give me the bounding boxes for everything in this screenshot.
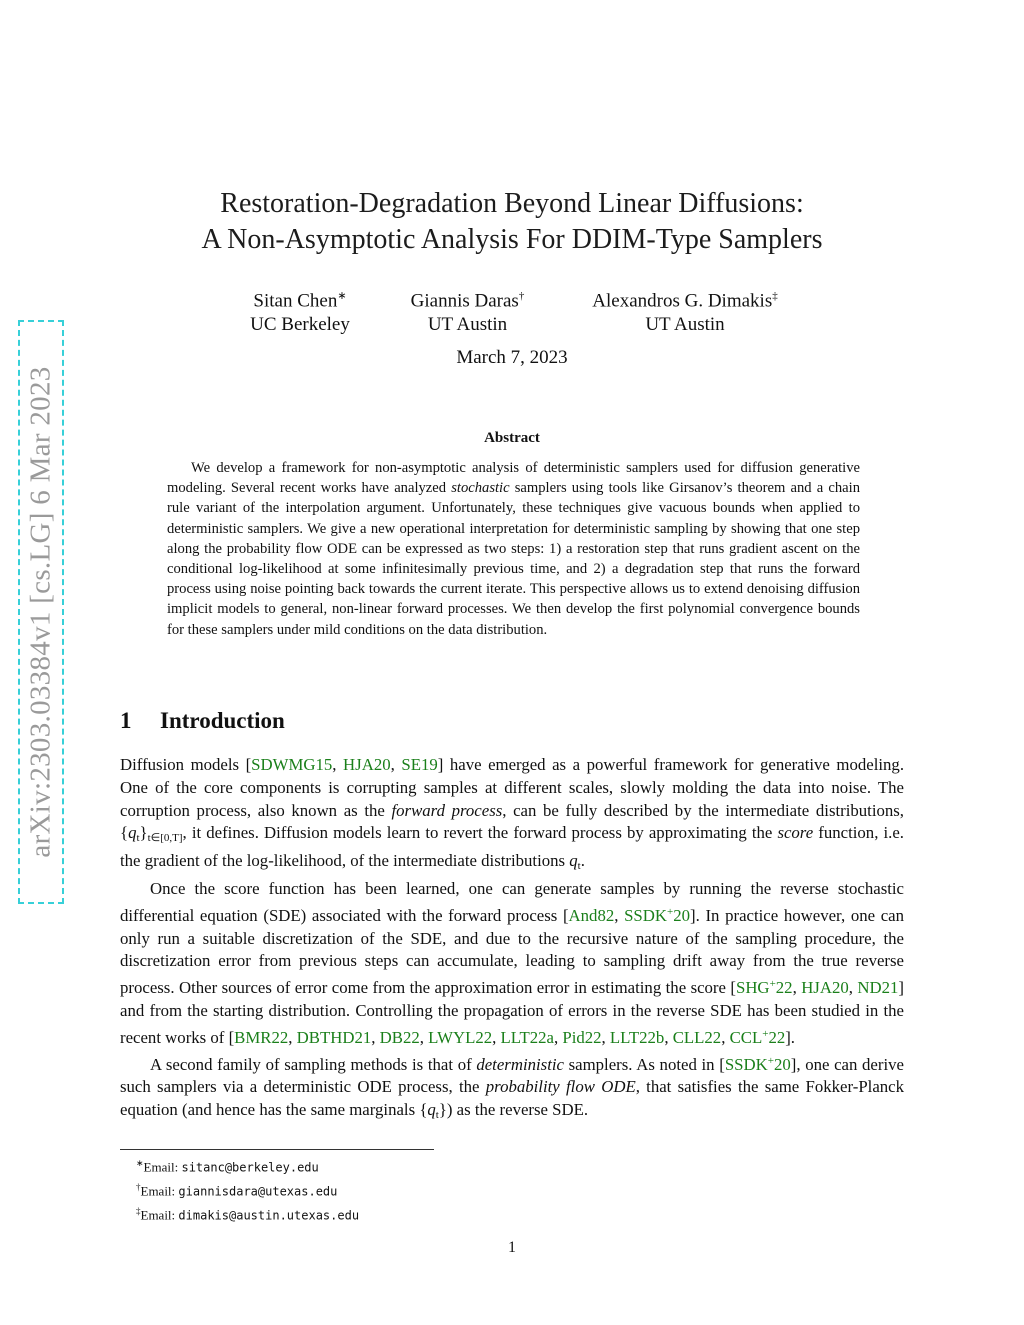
author-1	[230, 284, 370, 337]
abstract-heading: Abstract	[484, 430, 540, 446]
paragraph: Once the score function has been learned, one can generate samples by running the reverse stochastic differential equation (SDE) associated with the forward process [And82, SSDK+20]. In practice however, one can only run a suitable discretization of the SDE, and due to the recursive nature of the sampling procedure, the discretization error from previous steps can accumulate, leading to sampling drift away from the true reverse process. Other sources of error come from the approximation error in estimating the score [SHG+22, HJA20, ND21] and from the starting distribution. Controlling the propagation of errors in the reverse SDE has been studied in the recent works of [BMR22, DBTHD21, DB22, LWYL22, LLT22a, Pid22, LLT22b, CLL22, CCL+22].	[120, 878, 904, 1047]
citation-link[interactable]: CLL22	[672, 1027, 722, 1047]
citation-link[interactable]: SHG+22	[735, 978, 793, 998]
citation-link[interactable]: CCL+22	[729, 1027, 786, 1047]
section-title: Introduction	[160, 708, 285, 733]
citation-link[interactable]: DB22	[379, 1027, 420, 1047]
author-affiliation: UT Austin	[427, 314, 508, 336]
paper-title	[0, 186, 1024, 258]
author-block	[0, 284, 1024, 336]
citation-link[interactable]: SDWMG15	[251, 755, 333, 774]
citation-link[interactable]: SSDK+20	[724, 1054, 791, 1074]
paragraph: A second family of sampling methods is that of deterministic samplers. As noted in [SSDK+20], one can derive such samplers via a deterministic ODE process, the probability flow ODE, that satisfies the same Fokker-Planck equation (and hence has the same marginals $\{q_t\}$) as the reverse SDE.	[120, 1054, 904, 1122]
arxiv-identifier: arXiv:2303.03384v1 [cs.LG] 6 Mar 2023	[24, 366, 57, 858]
introduction-body	[120, 754, 904, 1127]
footnote: ‡Email: dimakis@austin.utexas.edu	[136, 1205, 360, 1222]
title-line-1: Restoration-Degradation Beyond Linear Diffusions:	[220, 188, 804, 219]
citation-link[interactable]: LWYL22	[428, 1027, 493, 1047]
email-address[interactable]: sitanc@berkeley.edu	[181, 1160, 319, 1175]
section-number: 1	[120, 708, 132, 733]
footnote: †Email: giannisdara@utexas.edu	[136, 1181, 338, 1199]
email-address[interactable]: dimakis@austin.utexas.edu	[178, 1207, 360, 1222]
emphasis: probability flow ODE	[485, 1077, 636, 1097]
arxiv-stamp	[18, 320, 64, 904]
emphasis: score	[777, 823, 814, 843]
author-name: Giannis Daras	[410, 290, 519, 312]
author-name: Alexandros G. Dimakis	[592, 290, 773, 312]
emphasis: deterministic	[476, 1054, 564, 1074]
footnote: ∗Email: sitanc@berkeley.edu	[136, 1158, 319, 1175]
emphasis: forward process	[391, 800, 503, 820]
author-footnote-mark: †	[518, 290, 525, 302]
citation-link[interactable]: HJA20	[343, 755, 391, 774]
section-heading	[120, 708, 285, 734]
author-footnote-mark: ∗	[337, 290, 347, 302]
citation-link[interactable]: And82	[568, 905, 615, 925]
citation-link[interactable]: DBTHD21	[296, 1027, 372, 1047]
citation-link[interactable]: BMR22	[234, 1027, 289, 1047]
paragraph: Diffusion models [SDWMG15, HJA20, SE19] have emerged as a powerful framework for generative modeling. One of the core components is corrupting samples at different scales, slowly molding the data into noise. The corruption process, also known as the forward process, can be fully described by the intermediate distributions, $\{q_t\}_{t\in[0,T]}$, it defines. Diffusion models learn to revert the forward process by approximating the score function, i.e. the gradient of the log-likelihood, of the intermediate distributions $q_t$.	[120, 755, 905, 873]
footnotes	[136, 1154, 359, 1225]
publication-date: March 7, 2023	[456, 347, 568, 368]
page-number: 1	[508, 1239, 516, 1256]
abstract-text: We develop a framework for non-asymptotic analysis of deterministic samplers used for diffusion generative modeling. Several recent works have analyzed stochastic samplers using tools like Girsanov’s theorem and a chain rule variant of the interpolation argument. Unfortunately, these techniques give vacuous bounds when applied to deterministic samplers. We give a new operational interpretation for deterministic sampling by showing that one step along the probability flow ODE can be expressed as two steps: 1) a restoration step that runs gradient ascent on the conditional log-likelihood at some infinitesimally previous time, and 2) a degradation step that runs the forward process using noise pointing back towards the current iterate. This perspective allows us to extend denoising diffusion implicit models to general, non-linear forward processes. We then develop the first polynomial convergence bounds for these samplers under mild conditions on the data distribution.	[167, 460, 860, 638]
author-3	[580, 284, 790, 337]
citation-link[interactable]: Pid22	[562, 1027, 602, 1047]
emphasis: stochastic	[451, 480, 510, 497]
author-name: Sitan Chen	[253, 290, 338, 312]
citation-link[interactable]: LLT22a	[500, 1027, 554, 1047]
citation-link[interactable]: HJA20	[801, 978, 849, 998]
citation-link[interactable]: SSDK+20	[624, 905, 690, 925]
email-address[interactable]: giannisdara@utexas.edu	[178, 1184, 338, 1199]
citation-link[interactable]: ND21	[857, 978, 899, 998]
author-2	[395, 284, 540, 337]
citation-link[interactable]: LLT22b	[609, 1027, 665, 1047]
title-line-2: A Non-Asymptotic Analysis For DDIM-Type Samplers	[201, 224, 823, 255]
citation-link[interactable]: SE19	[401, 755, 438, 774]
footnote-rule	[120, 1149, 434, 1150]
author-affiliation: UT Austin	[645, 314, 725, 336]
author-affiliation: UC Berkeley	[250, 314, 350, 336]
author-footnote-mark: ‡	[772, 290, 778, 302]
